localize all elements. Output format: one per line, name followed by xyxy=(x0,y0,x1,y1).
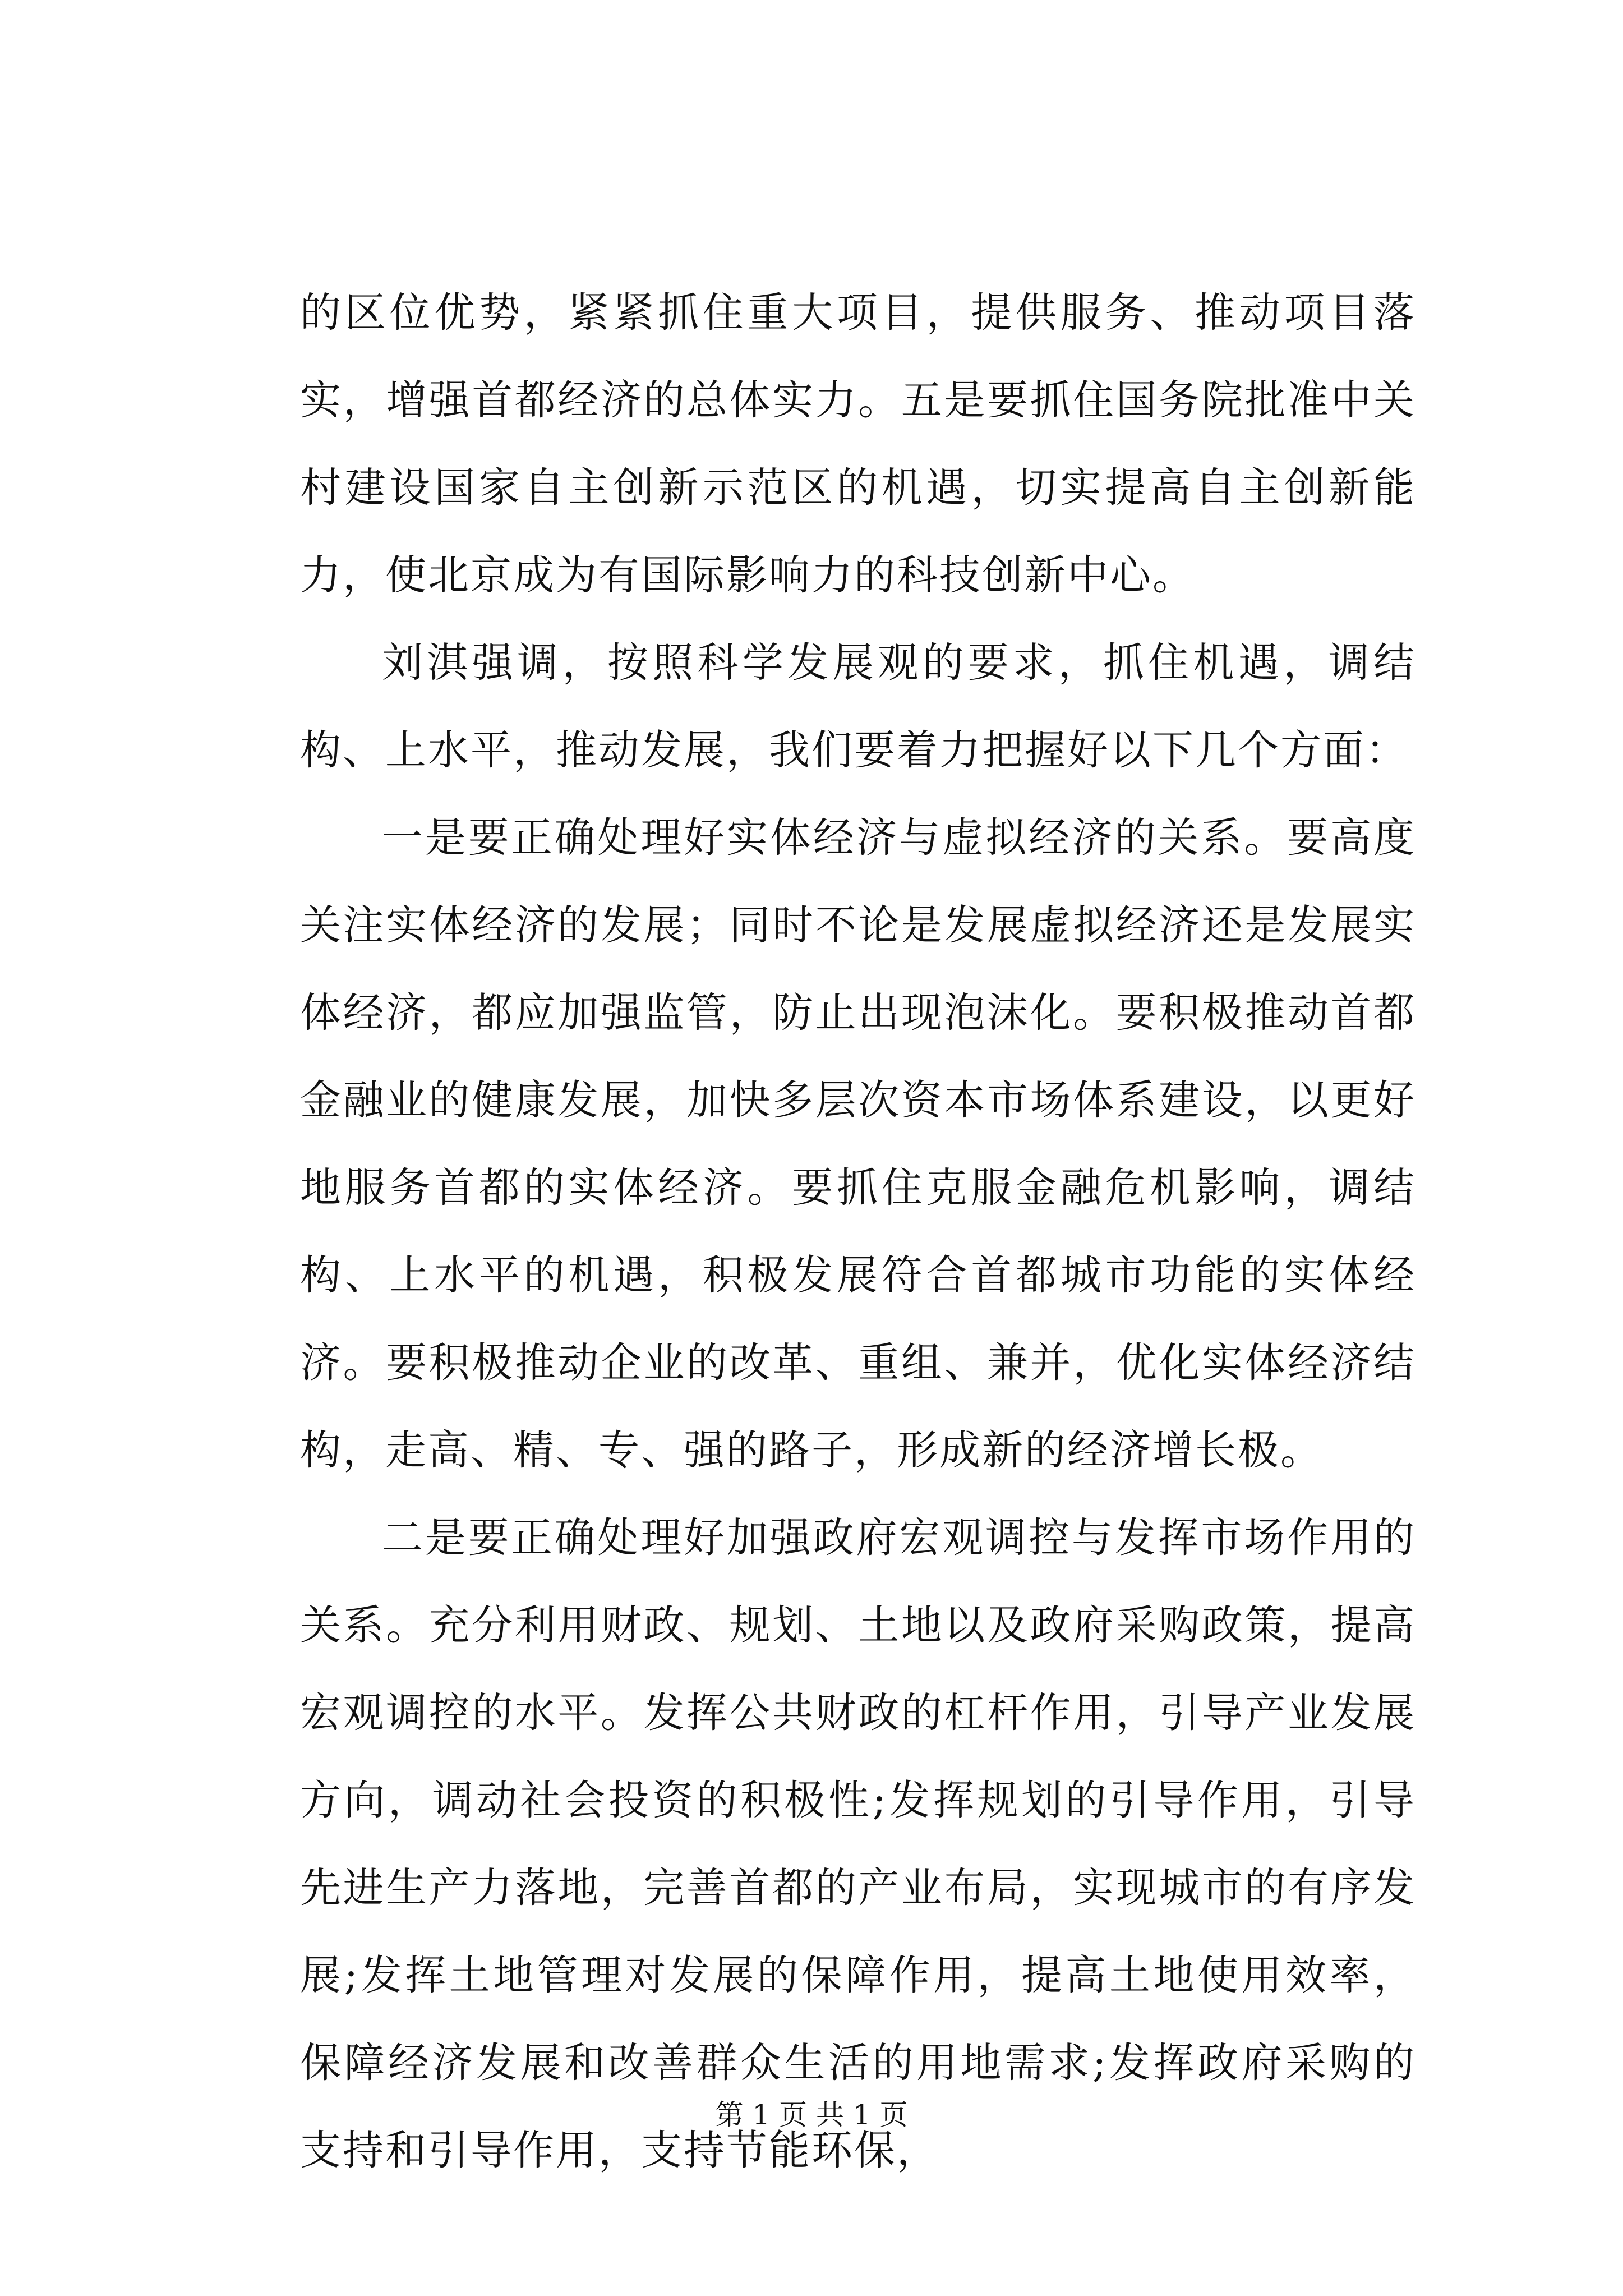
paragraph-1: 的区位优势，紧紧抓住重大项目，提供服务、推动项目落实，增强首都经济的总体实力。五是要抓住国务院批准中关村建设国家自主创新示范区的机遇，切实提高自主创新能力，使北京成为有国际影响力的科技创新中心。 xyxy=(300,289,1416,599)
paragraph-2: 刘淇强调，按照科学发展观的要求，抓住机遇，调结构、上水平，推动发展，我们要着力把握好以下几个方面： xyxy=(300,639,1416,774)
page-number-footer: 第 1 页 共 1 页 xyxy=(715,2099,908,2131)
paragraph-4: 二是要正确处理好加强政府宏观调控与发挥市场作用的关系。充分利用财政、规划、土地以及政府采购政策，提高宏观调控的水平。发挥公共财政的杠杆作用，引导产业发展方向，调动社会投资的积极性;发挥规划的引导作用，引导先进生产力落地，完善首都的产业布局，实现城市的有序发展;发挥土地管理对发展的保障作用，提高土地使用效率，保障经济发展和改善群众生活的用地需求;发挥政府采购的支持和引导作用，支持节能环保， xyxy=(300,1514,1416,2174)
document-body xyxy=(300,269,1416,2194)
paragraph-3: 一是要正确处理好实体经济与虚拟经济的关系。要高度关注实体经济的发展；同时不论是发展虚拟经济还是发展实体经济，都应加强监管，防止出现泡沫化。要积极推动首都金融业的健康发展，加快多层次资本市场体系建设，以更好地服务首都的实体经济。要抓住克服金融危机影响，调结构、上水平的机遇，积极发展符合首都城市功能的实体经济。要积极推动企业的改革、重组、兼并，优化实体经济结构，走高、精、专、强的路子，形成新的经济增长极。 xyxy=(300,814,1416,1474)
